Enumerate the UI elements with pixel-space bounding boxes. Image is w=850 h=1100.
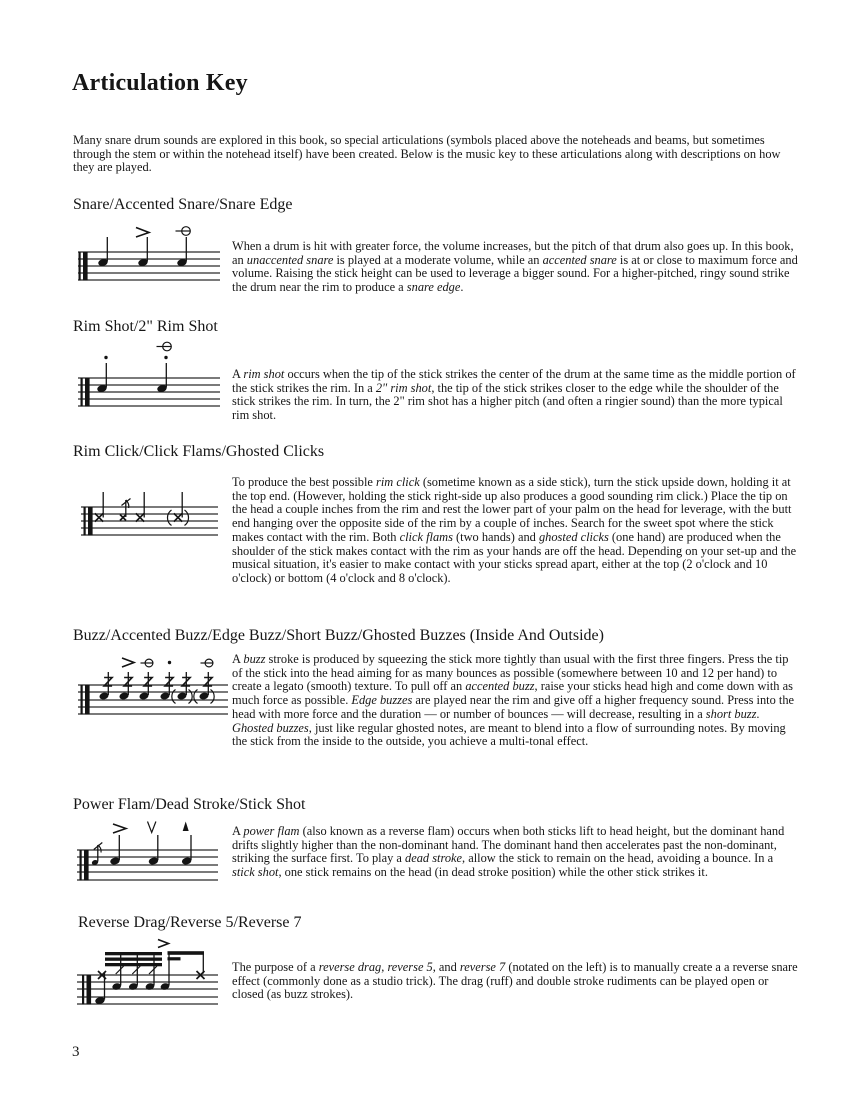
buzz-note-1 — [99, 672, 112, 700]
section-heading-snare: Snare/Accented Snare/Snare Edge — [73, 196, 293, 213]
stick-click-and-low-note — [94, 971, 106, 1005]
rim-shot-note — [96, 356, 107, 393]
stem-slash-icon — [132, 966, 140, 974]
staccato-dot-icon — [104, 356, 107, 359]
section-heading-buzz: Buzz/Accented Buzz/Edge Buzz/Short Buzz/Ghosted Buzzes (Inside And Outside) — [73, 627, 604, 644]
snare-edge-circle-icon — [157, 342, 172, 351]
stick-shot-note — [181, 822, 192, 866]
page-number: 3 — [72, 1044, 80, 1060]
double-barline-icon — [81, 378, 90, 407]
notation-power-flam-staff — [58, 818, 233, 906]
notation-reverse-drag-staff — [58, 933, 233, 1018]
section-body-buzz: A buzz stroke is produced by squeezing the stick more tightly than usual with the first three fingers. Press the tip of the stick into the head aiming for as many bounces as possible (somewhere between 10 and 12 per hand) to create a legato (smooth) texture. To pull off an accented buzz, raise your sticks head high and come down with as much force as possible. Edge buzzes are played near the rim and give off a higher frequency sound. Press into the head with more force and the duration — or number of bounces — will decrease, resulting in a short buzz. Ghosted buzzes, just like regular ghosted notes, are meant to blend into a flow of surrounding notes. By moving the stick from the inside to the outside, you achieve a multi-tonal effect. — [232, 652, 795, 749]
accent-icon — [122, 658, 134, 667]
section-body-reverse-drag: The purpose of a reverse drag, reverse 5, and reverse 7 (notated on the left) is to manually create a a reverse snare effect (commonly done as a studio trick). The drag (ruff) and double stroke rudiments can be played open or closed (as buzz strokes). — [232, 960, 798, 1002]
intro-paragraph: Many snare drum sounds are explored in this book, so special articulations (symbols placed above the noteheads and beams, but sometimes through the stem or within the notehead itself) have been created. Below is the music key to these articulations along with descriptions on how they are played. — [73, 133, 781, 175]
staccato-dot-icon — [164, 356, 167, 359]
staff-lines — [78, 685, 228, 714]
notation-buzz-staff — [62, 650, 232, 724]
page-title: Articulation Key — [72, 70, 248, 96]
section-heading-power-flam: Power Flam/Dead Stroke/Stick Shot — [73, 796, 306, 813]
eighth-beam-pair — [168, 951, 205, 960]
dead-stroke-v-icon — [148, 822, 156, 833]
accent-icon — [136, 228, 149, 238]
buzz-note-3-edge — [139, 659, 154, 700]
snare-edge-note — [176, 227, 191, 267]
double-barline-icon — [82, 975, 91, 1005]
section-body-rim-shot: A rim shot occurs when the tip of the stick strikes the center of the drum at the same time as the middle portion of the stick strikes the rim. In a 2" rim shot, the tip of the stick strikes closer to the edge while the shoulder of the stick strikes the rim. In turn, the 2" rim shot has a higher pitch (and often a ringier sound) than the more typical rim shot. — [232, 367, 796, 423]
stem-slash-icon — [116, 966, 124, 974]
accent-icon — [158, 940, 169, 948]
buzz-note-6-ghosted-edge — [194, 659, 214, 703]
section-heading-rim-shot: Rim Shot/2" Rim Shot — [73, 318, 218, 335]
left-paren-icon — [167, 510, 171, 526]
buzz-note-4-short — [160, 661, 173, 701]
double-barline-icon — [80, 850, 89, 881]
snare-edge-circle-icon — [141, 659, 154, 667]
accented-quarter-note — [136, 228, 149, 268]
section-body-power-flam: A power flam (also known as a reverse flam) occurs when both sticks lift to head height, but the dominant hand drifts slightly higher than the non-dominant hand. The dominant hand then accelerates past the non-dominant, striking the surface first. To play a dead stroke, allow the stick to remain on the head, avoiding a bounce. In a stick shot, one stick remains on the head (in dead stroke position) while the other stick strikes it. — [232, 824, 785, 880]
double-barline-icon — [81, 685, 90, 715]
notation-snare-staff — [60, 224, 235, 296]
grace-x-note — [120, 499, 131, 521]
double-barline-icon — [79, 252, 88, 281]
dead-stroke-note — [148, 822, 160, 866]
notation-rim-shot-staff — [60, 338, 235, 413]
staccato-dot-icon — [168, 661, 171, 664]
snare-edge-circle-icon — [176, 227, 191, 236]
section-body-rim-click: To produce the best possible rim click (sometime known as a side stick), turn the stick upside down, holding it at the top end. (However, holding the stick right-side up also produces a good sounding rim click.) Place the tip on the head a couple inches from the rim and rest the lower part of your palm on the head for leverage, with the butt end hanging over the opposite side of the rim by a couple of inches. Search for the sweet spot where the stick makes contact with the rim. Both click flams (two hands) and ghosted clicks (one hand) are produced when the shoulder of the stick makes contact with the rim as your hands are off the head. Depending on your set-up and the musical situation, it's easier to make contact with your sticks spread apart, either at the top (2 o'clock and 10 o'clock) or bottom (4 o'clock and 8 o'clock). — [232, 475, 797, 585]
accent-icon — [113, 824, 126, 833]
double-barline-icon — [84, 507, 93, 536]
buzz-note-2-accented — [119, 658, 134, 700]
section-heading-reverse-drag: Reverse Drag/Reverse 5/Reverse 7 — [78, 914, 302, 931]
snare-edge-circle-icon — [201, 659, 214, 667]
power-flam-note — [109, 824, 126, 866]
section-body-snare: When a drum is hit with greater force, the volume increases, but the pitch of that drum also goes up. In this book, an unaccented snare is played at a moderate volume, while an accented snare is at or close to maximum force and volume. Raising the stick height can be used to leverage a bigger sound. For a higher-pitched, ringy sound strike the drum near the rim to produce a snare edge. — [232, 239, 798, 295]
staff-lines — [78, 378, 220, 406]
grace-note — [91, 843, 102, 866]
marcato-wedge-icon — [183, 822, 189, 832]
staff-lines — [78, 252, 220, 280]
grace-x-notehead-icon — [120, 515, 126, 521]
right-paren-icon — [185, 510, 189, 526]
stem-slash-icon — [149, 966, 157, 974]
section-heading-rim-click: Rim Click/Click Flams/Ghosted Clicks — [73, 443, 325, 460]
